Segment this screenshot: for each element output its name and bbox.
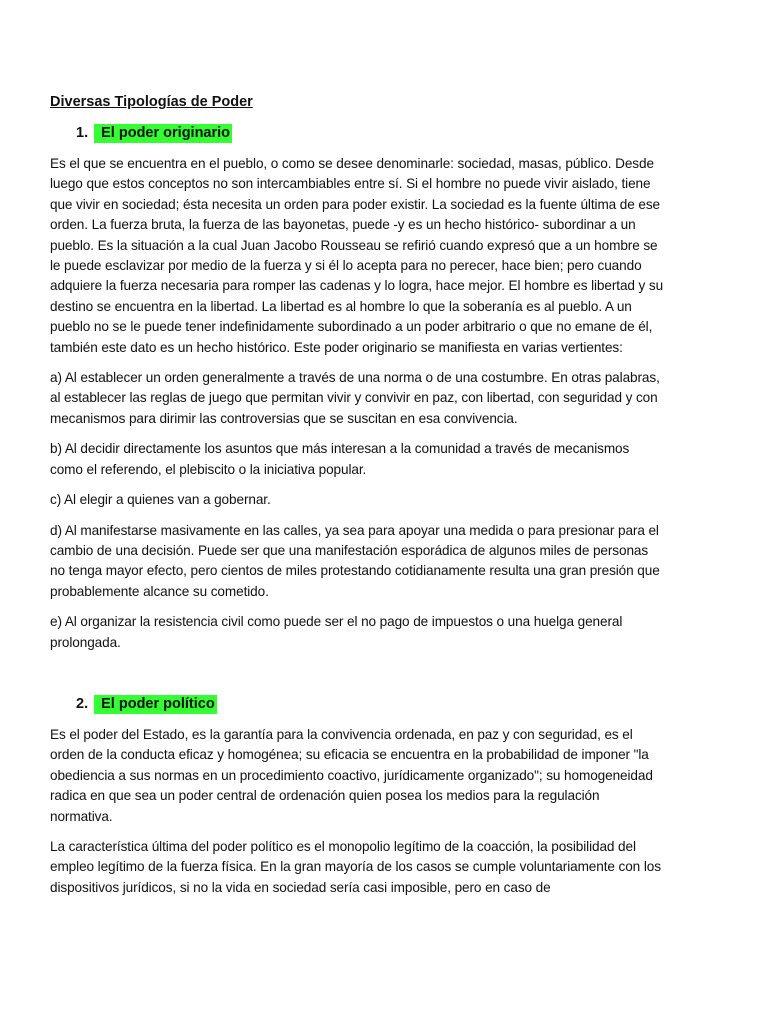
paragraph: a) Al establecer un orden generalmente a través de una norma o de una costumbre. En otras palabras, al establecer las reglas de juego que permitan vivir y convivir en paz, con libertad, con seguridad y con mecanismos para dirimir las controversias que se suscitan en esa convivencia. <box>50 370 660 426</box>
section-number: 1. <box>76 125 89 141</box>
paragraph: La característica última del poder político es el monopolio legítimo de la coacción, la posibilidad del empleo legítimo de la fuerza física. En la gran mayoría de los casos se cumple voluntariamente con los dispositivos jurídicos, si no la vida en sociedad sería casi imposible, pero en caso de <box>50 838 661 895</box>
document-page <box>50 91 665 908</box>
paragraph: Es el poder del Estado, es la garantía para la convivencia ordenada, en paz y con seguridad, es el orden de la conducta eficaz y homogénea; su eficacia se encuentra en la probabilidad de imponer "la obediencia a sus normas en un procedimiento coactivo, jurídicamente organizado"; su homogeneidad radica en que sea un poder central de ordenación quien posea los medios para la regulación normativa. <box>50 726 653 824</box>
paragraph: Es el que se encuentra en el pueblo, o como se desee denominarle: sociedad, masas, público. Desde luego que estos conceptos no son intercambiables entre sí. Si el hombre no puede vivir aislado, tiene que vivir en sociedad; ésta necesita un orden para poder existir. La sociedad es la fuente última de ese orden. La fuerza bruta, la fuerza de las bayonetas, puede -y es un hecho histórico- subordinar a un pueblo. Es la situación a la cual Juan Jacobo Rousseau se refirió cuando expresó que a un hombre se le puede esclavizar por medio de la fuerza y si él lo acepta para no perecer, hace bien; pero cuando adquiere la fuerza necesaria para romper las cadenas y lo logra, hace mejor. El hombre es libertad y su destino se encuentra en la libertad. La libertad es al hombre lo que la soberanía es al pueblo. A un pueblo no se le puede tener indefinidamente subordinado a un poder arbitrario o que no emane de él, también este dato es un hecho histórico. Este poder originario se manifiesta en varias vertientes: <box>50 156 664 355</box>
section-heading-1 <box>76 122 665 144</box>
section-title-highlighted: El poder originario <box>94 124 232 143</box>
paragraph: c) Al elegir a quienes van a gobernar. <box>50 492 271 508</box>
paragraph: b) Al decidir directamente los asuntos que más interesan a la comunidad a través de mecanismos como el referendo, el plebiscito o la iniciativa popular. <box>50 441 630 477</box>
document-title: Diversas Tipologías de Poder <box>50 94 253 110</box>
paragraph: d) Al manifestarse masivamente en las calles, ya sea para apoyar una medida o para presionar para el cambio de una decisión. Puede ser que una manifestación esporádica de algunos miles de personas no tenga mayor efecto, pero cientos de miles protestando cotidianamente resulta una gran presión que probablemente alcance su cometido. <box>50 522 660 599</box>
paragraph: e) Al organizar la resistencia civil como puede ser el no pago de impuestos o una huelga general prolongada. <box>50 614 623 650</box>
section-heading-2 <box>76 693 665 715</box>
section-title-highlighted: El poder político <box>94 695 217 714</box>
section-number: 2. <box>76 695 89 712</box>
